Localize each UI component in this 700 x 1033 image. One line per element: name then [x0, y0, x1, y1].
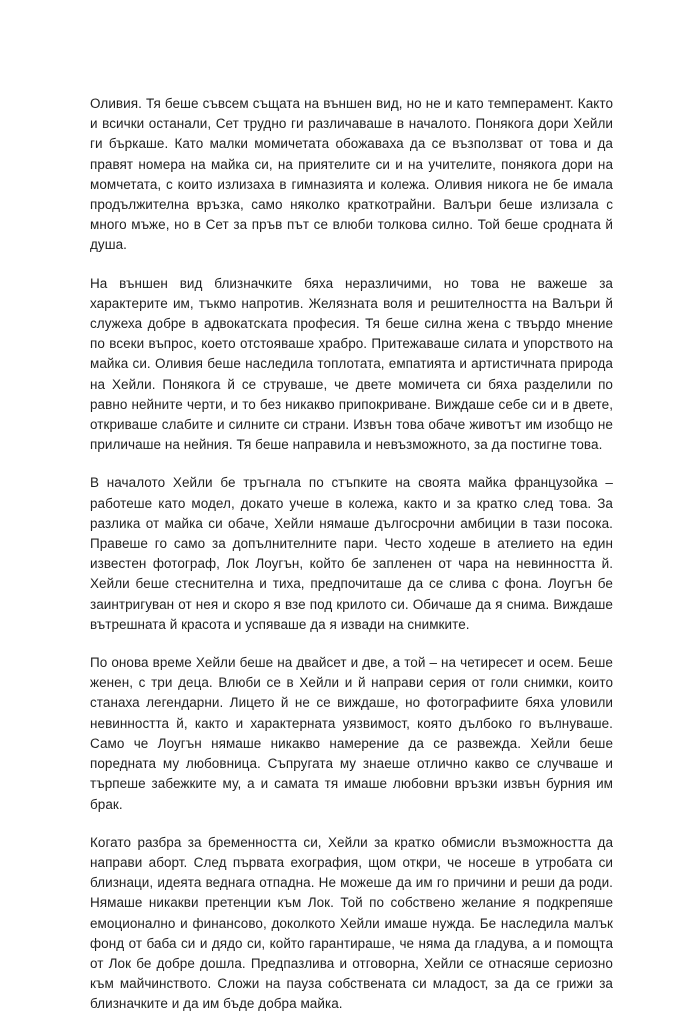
- paragraph-3: В началото Хейли бе тръгнала по стъпките на своята майка французойка – работеше като модел, докато учеше в колежа, както и за кратко след това. За разлика от майка си обаче, Хейли нямаше дългосрочни амбиции в тази посока. Правеше го само за допълнителните пари. Често ходеше в ателието на един известен фотограф, Лок Лоугън, който бе запленен от чара на невинността й. Хейли беше стеснителна и тиха, предпочиташе да се слива с фона. Лоугън бе заинтригуван от нея и скоро я взе под крилото си. Обичаше да я снима. Виждаше вътрешната й красота и успяваше да я извади на снимките.: [90, 475, 613, 632]
- paragraph-4: По онова време Хейли беше на двайсет и две, а той – на четиресет и осем. Беше женен, с три деца. Влюби се в Хейли и й направи серия от голи снимки, които станаха легендарни. Лицето й не се виждаше, но фотографиите бяха уловили невинността й, както и характерната уязвимост, която дълбоко го вълнуваше. Само че Лоугън нямаше никакво намерение да се развежда. Хейли беше поредната му любовница. Съпругата му знаеше отлично какво се случваше и търпеше забежките му, а и самата тя имаше любовни връзки извън бурния им брак.: [90, 655, 613, 812]
- paragraph-2: На външен вид близначките бяха неразличими, но това не важеше за характерите им, тъкмо напротив. Желязната воля и решителността на Валъри й служеха добре в адвокатската професия. Тя беше силна жена с твърдо мнение по всеки въпрос, което отстояваше храбро. Притежаваше силата и упорството на майка си. Оливия беше наследила топлотата, емпатията и артистичната природа на Хейли. Понякога й се струваше, че двете момичета си бяха разделили по равно нейните черти, и то без никакво припокриване. Виждаше себе си и в двете, откриваше слабите и силните си страни. Извън това обаче животът им изобщо не приличаше на нейния. Тя беше направила и невъзможното, за да постигне това.: [90, 275, 613, 453]
- paragraph-1: Оливия. Тя беше съвсем същата на външен вид, но не и като темперамент. Както и всички останали, Сет трудно ги различаваше в началото. Понякога дори Хейли ги бъркаше. Като малки момичетата обожаваха да се възползват от това и да правят номера на майка си, на приятелите си и на учителите, понякога дори на момчетата, с които излизаха в гимназията и колежа. Оливия никога не бе имала продължителна връзка, само няколко краткотрайни. Валъри беше излизала с много мъже, но в Сет за пръв път се влюби толкова силно. Той беше сродната й душа.: [90, 96, 613, 253]
- paragraph-5: Когато разбра за бременността си, Хейли за кратко обмисли възможността да направи аборт. След първата ехография, щом откри, че носеше в утробата си близнаци, идеята веднага отпадна. Не можеше да им го причини и реши да роди. Нямаше никакви претенции към Лок. Той по собствено желание я подкрепяше емоционално и финансово, доколкото Хейли имаше нужда. Бе наследила малък фонд от баба си и дядо си, който гарантираше, че няма да гладува, а и помощта от Лок бе добре дошла. Предпазлива и отговорна, Хейли се отнасяше сериозно към майчинството. Сложи на пауза собствената си младост, за да се грижи за близначките и да им бъде добра майка.: [90, 834, 613, 1012]
- document-body: [90, 94, 613, 1033]
